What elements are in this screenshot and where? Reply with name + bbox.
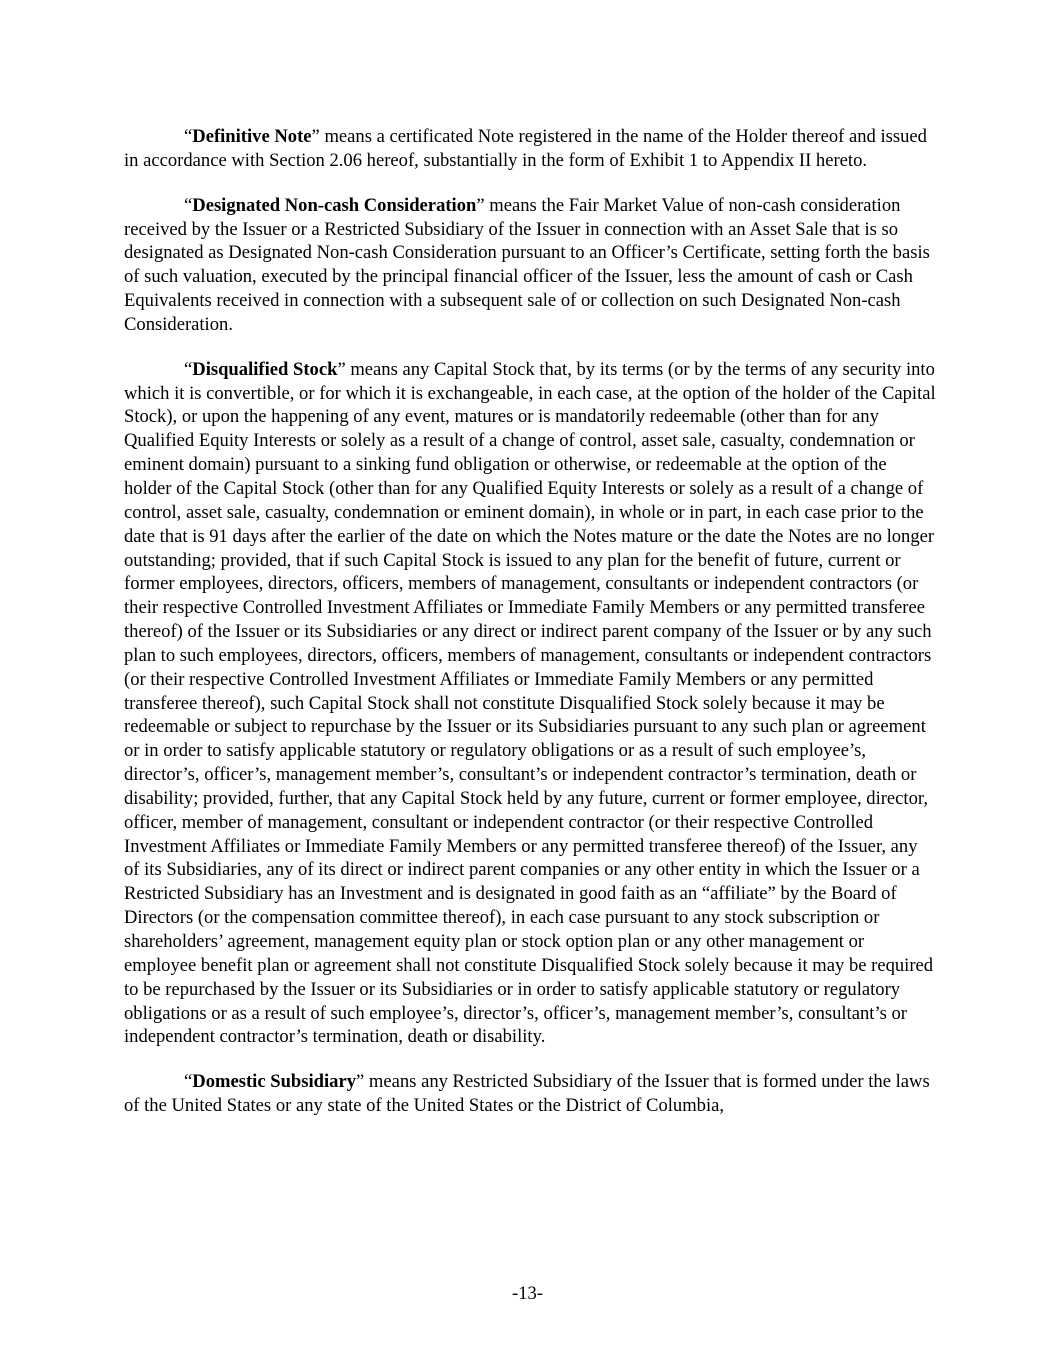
open-quote: “ (184, 358, 193, 380)
definition-domestic-subsidiary (124, 1070, 936, 1118)
document-body (124, 125, 936, 1139)
definition-definitive-note (124, 125, 936, 173)
definition-designated-non-cash-consideration (124, 194, 936, 337)
open-quote: “ (184, 126, 193, 147)
defined-term: Domestic Subsidiary (192, 1071, 357, 1093)
definition-text: ” means a certificated Note registered in the name of the Holder thereof and issued in accordance with Section 2.06 hereof, substantially in the form of Exhibit 1 to Appendix II hereto. (124, 126, 927, 171)
defined-term: Definitive Note (192, 126, 312, 147)
definition-text: ” means the Fair Market Value of non-cash consideration received by the Issuer or a Restricted Subsidiary of the Issuer in connection with an Asset Sale that is so designated as Designated Non-cash Consideration pursuant to an Officer’s Certificate, setting forth the basis of such valuation, executed by the principal financial officer of the Issuer, less the amount of cash or Cash Equivalents received in connection with a subsequent sale of or collection on such Designated Non-cash Consideration. (124, 194, 930, 335)
open-quote: “ (184, 1071, 193, 1093)
open-quote: “ (184, 194, 193, 216)
defined-term: Designated Non-cash Consideration (192, 194, 477, 216)
defined-term: Disqualified Stock (192, 358, 338, 380)
definition-text: ” means any Capital Stock that, by its terms (or by the terms of any security into which it is convertible, or for which it is exchangeable, in each case, at the option of the holder of the Capital Stock), or upon the happening of any event, matures or is mandatorily redeemable (other than for any Qualified Equity Interests or solely as a result of a change of control, asset sale, casualty, condemnation or eminent domain) pursuant to a sinking fund obligation or otherwise, or redeemable at the option of the holder of the Capital Stock (other than for any Qualified Equity Interests or solely as a result of a change of control, asset sale, casualty, condemnation or eminent domain), in whole or in part, in each case prior to the date that is 91 days after the earlier of the date on which the Notes mature or the date the Notes are no longer outstanding; provided, that if such Capital Stock is issued to any plan for the benefit of future, current or former employees, directors, officers, members of management, consultants or independent contractors (or their respective Controlled Investment Affiliates or Immediate Family Members or any permitted transferee thereof) of the Issuer or its Subsidiaries or any direct or indirect parent company of the Issuer or by any such plan to such employees, directors, officers, members of management, consultants or independent contractors (or their respective Controlled Investment Affiliates or Immediate Family Members or any permitted transferee thereof), such Capital Stock shall not constitute Disqualified Stock solely because it may be redeemable or subject to repurchase by the Issuer or its Subsidiaries pursuant to any such plan or agreement or in order to satisfy applicable statutory or regulatory obligations or as a result of such employee’s, director’s, officer’s, management member’s, consultant’s or independent contractor’s termination, death or disability; provided, further, that any Capital Stock held by any future, current or former employee, director, officer, member of management, consultant or independent contractor (or their respective Controlled Investment Affiliates or Immediate Family Members or any permitted transferee thereof) of the Issuer, any of its Subsidiaries, any of its direct or indirect parent companies or any other entity in which the Issuer or a Restricted Subsidiary has an Investment and is designated in good faith as an “affiliate” by the Board of Directors (or the compensation committee thereof), in each case pursuant to any stock subscription or shareholders’ agreement, management equity plan or stock option plan or any other management or employee benefit plan or agreement shall not constitute Disqualified Stock solely because it may be required to be repurchased by the Issuer or its Subsidiaries or in order to satisfy applicable statutory or regulatory obligations or as a result of such employee’s, director’s, officer’s, management member’s, consultant’s or independent contractor’s termination, death or disability. (124, 358, 936, 1048)
page-number: -13- (512, 1283, 543, 1304)
definition-disqualified-stock (124, 358, 936, 1049)
definition-text: ” means any Restricted Subsidiary of the Issuer that is formed under the laws of the United States or any state of the United States or the District of Columbia, (124, 1071, 930, 1117)
